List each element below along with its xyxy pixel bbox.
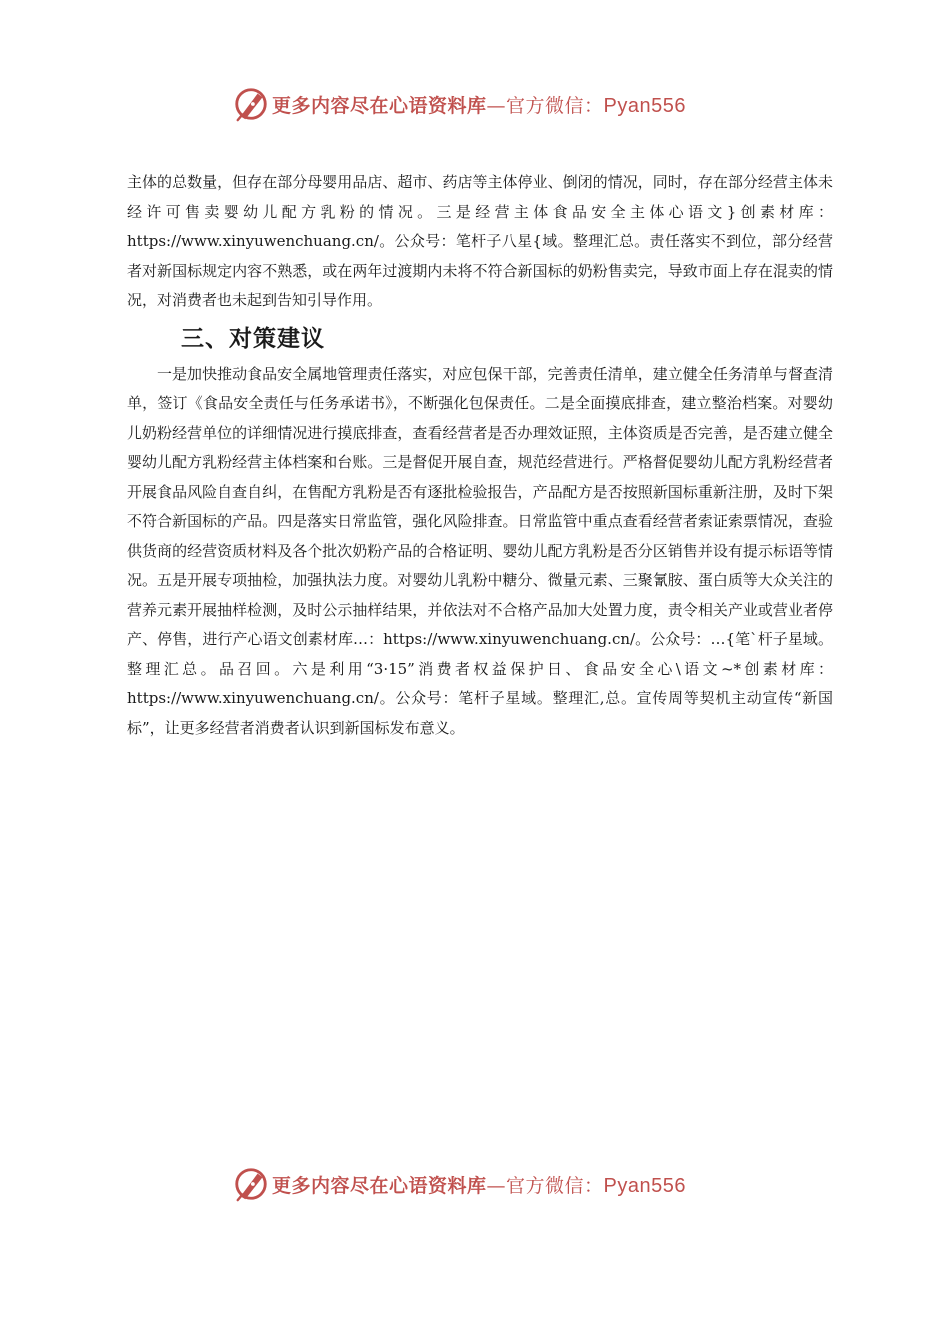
header-banner-dash: — (486, 94, 507, 117)
pen-logo-icon (232, 85, 270, 123)
footer-wechat-id: Pyan556 (603, 1174, 686, 1197)
footer-banner-title: 更多内容尽在心语资料库 (272, 1174, 487, 1197)
footer-banner-dash: — (486, 1174, 507, 1197)
header-wechat-label: 官方微信： (506, 94, 604, 117)
header-banner-title: 更多内容尽在心语资料库 (272, 94, 487, 117)
pen-logo-icon (232, 1165, 270, 1203)
paragraph-continued: 主体的总数量，但存在部分母婴用品店、超市、药店等主体停业、倒闭的情况，同时，存在部分经营主体未经许可售卖婴幼儿配方乳粉的情况。三是经营主体食品安全主体心语文}创素材库：https://www.xinyuwenchuang.cn/。公众号：笔杆子八星{域。整理汇总。责任落实不到位，部分经营者对新国标规定内容不熟悉，或在两年过渡期内未将不符合新国标的奶粉售卖完，导致市面上存在混卖的情况，对消费者也未起到告知引导作用。 (127, 173, 833, 309)
paragraph-countermeasures: 一是加快推动食品安全属地管理责任落实，对应包保干部，完善责任清单，建立健全任务清单与督查清单，签订《食品安全责任与任务承诺书》，不断强化包保责任。二是全面摸底排查，建立整治档案。对婴幼儿奶粉经营单位的详细情况进行摸底排查，查看经营者是否办理效证照，主体资质是否完善，是否建立健全婴幼儿配方乳粉经营主体档案和台账。三是督促开展自查，规范经营进行。严格督促婴幼儿配方乳粉经营者开展食品风险自查自纠，在售配方乳粉是否有逐批检验报告，产品配方是否按照新国标重新注册，及时下架不符合新国标的产品。四是落实日常监管，强化风险排查。日常监管中重点查看经营者索证索票情况，查验供货商的经营资质材料及各个批次奶粉产品的合格证明、婴幼儿配方乳粉是否分区销售并设有提示标语等情况。五是开展专项抽检，加强执法力度。对婴幼儿乳粉中糖分、微量元素、三聚氰胺、蛋白质等大众关注的营养元素开展抽样检测，及时公示抽样结果，并依法对不合格产品加大处置力度，责令相关产业或营业者停产、停售，进行产心语文创素材库…：https://www.xinyuwenchuang.cn/。公众号：…{笔`杆子星域。整理汇总。品召回。六是利用“3·15”消费者权益保护日、食品安全心\语文~*创素材库：https://www.xinyuwenchuang.cn/。公众号：笔杆子星域。整理汇,总。宣传周等契机主动宣传“新国标”，让更多经营者消费者认识到新国标发布意义。 (127, 364, 833, 737)
footer-banner (232, 1164, 752, 1204)
footer-banner-text (272, 1171, 686, 1198)
section-heading: 三、对策建议 (181, 324, 325, 352)
header-banner (232, 84, 752, 124)
footer-wechat-label: 官方微信： (506, 1174, 604, 1197)
header-banner-text (272, 91, 686, 118)
header-wechat-id: Pyan556 (603, 94, 686, 117)
document-body (127, 168, 833, 743)
